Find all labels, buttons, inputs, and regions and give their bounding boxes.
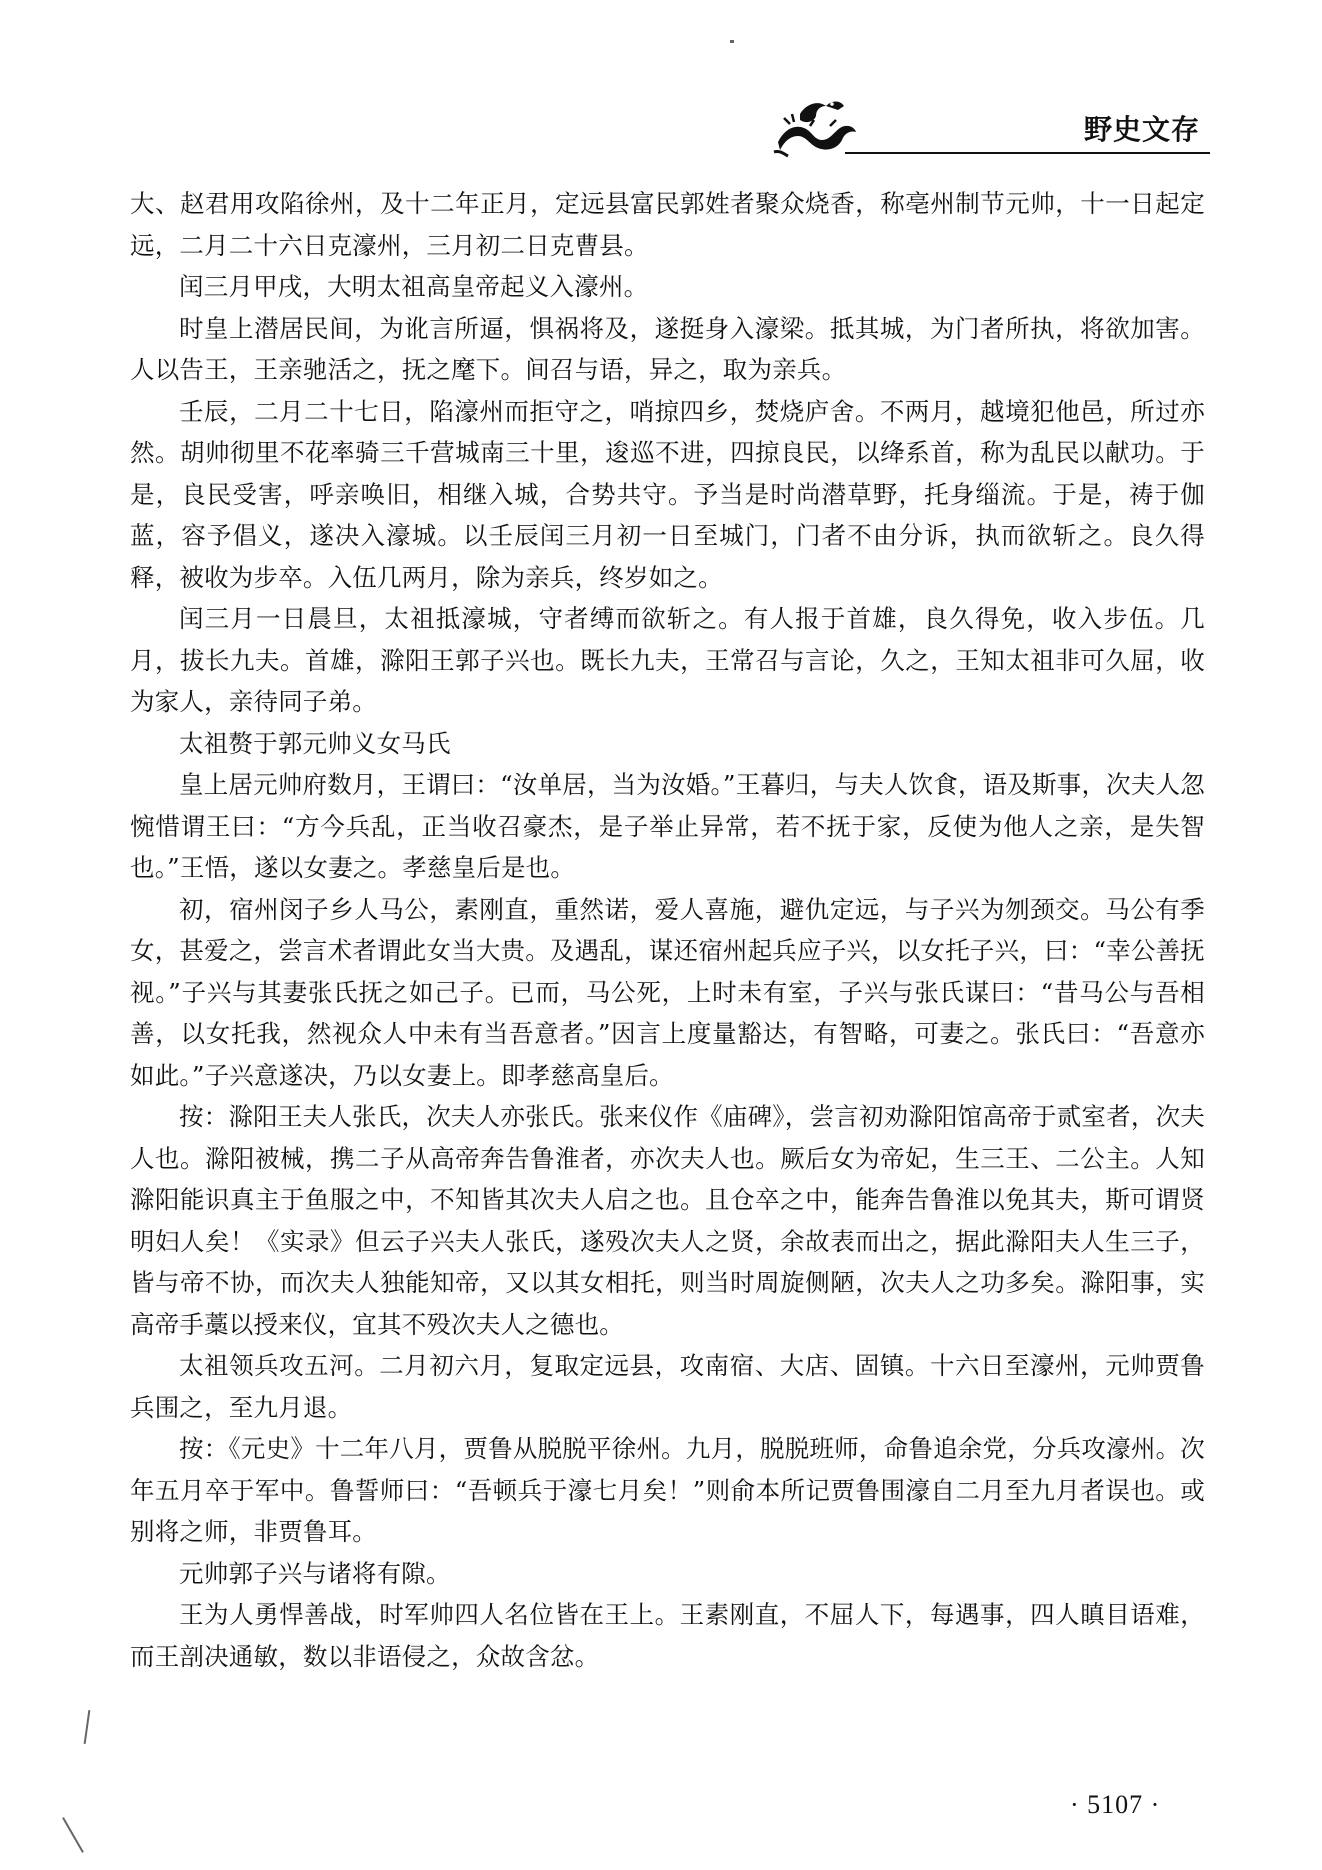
paragraph: 闰三月一日晨旦，太祖抵濠城，守者缚而欲斩之。有人报于首雄，良久得免，收入步伍。几月，拔长九夫。首雄，滁阳王郭子兴也。既长九夫，王常召与言论，久之，王知太祖非可久屈，收为家人，亲待同子弟。 [130, 604, 1205, 716]
section-heading: 太祖赘于郭元帅义女马氏 [179, 728, 451, 758]
paragraph: 初，宿州闵子乡人马公，素刚直，重然诺，爱人喜施，避仇定远，与子兴为刎颈交。马公有季女，甚爱之，尝言术者谓此女当大贵。及遇乱，谋还宿州起兵应子兴，以女托子兴，曰：“幸公善抚视。”子兴与其妻张氏抚之如己子。已而，马公死，上时未有室，子兴与张氏谋曰：“昔马公与吾相善，以女托我，然视众人中未有当吾意者。”因言上度量豁达，有智略，可妻之。张氏曰：“吾意亦如此。”子兴意遂决，乃以女妻上。即孝慈高皇后。 [130, 894, 1205, 1090]
paragraph: 闰三月甲戌，大明太祖高皇帝起义入濠州。 [179, 272, 649, 301]
section-heading: 元帅郭子兴与诸将有隙。 [179, 1558, 451, 1588]
paragraph: 时皇上潜居民间，为讹言所逼，惧祸将及，遂挺身入濠梁。抵其城，为门者所执，将欲加害。人以告王，王亲驰活之，抚之麾下。间召与语，异之，取为亲兵。 [130, 313, 1205, 384]
dragon-emblem-icon [770, 90, 860, 160]
paragraph: 壬辰，二月二十七日，陷濠州而拒守之，哨掠四乡，焚烧庐舍。不两月，越境犯他邑，所过亦然。胡帅彻里不花率骑三千营城南三十里，逡巡不进，四掠良民，以绛系首，称为乱民以献功。于是，良民受害，呼亲唤旧，相继入城，合势共守。予当是时尚潜草野，托身缁流。于是，祷于伽蓝，容予倡义，遂决入濠城。以壬辰闰三月初一日至城门，门者不由分诉，执而欲斩之。良久得释，被收为步卒。入伍几两月，除为亲兵，终岁如之。 [130, 396, 1205, 592]
header-rule [845, 152, 1210, 154]
page-number: · 5107 · [1070, 1790, 1161, 1819]
paragraph: 大、赵君用攻陷徐州，及十二年正月，定远县富民郭姓者聚众烧香，称亳州制节元帅，十一日起定远，二月二十六日克濠州，三月初二日克曹县。 [130, 189, 1205, 260]
running-header [770, 90, 1210, 160]
paragraph: 王为人勇悍善战，时军帅四人名位皆在王上。王素刚直，不屈人下，每遇事，四人瞋目语难，而王剖决通敏，数以非语侵之，众故含忿。 [130, 1600, 1205, 1671]
paragraph: 太祖领兵攻五河。二月初六月，复取定远县，攻南宿、大店、固镇。十六日至濠州，元帅贾鲁兵围之，至九月退。 [130, 1351, 1205, 1422]
scan-margin-mark [62, 1817, 84, 1853]
scan-margin-mark [730, 40, 734, 43]
header-title: 野史文存 [1083, 113, 1200, 146]
scan-margin-mark [84, 1710, 91, 1744]
paragraph: 皇上居元帅府数月，王谓曰：“汝单居，当为汝婚。”王暮归，与夫人饮食，语及斯事，次夫人忽惋惜谓王曰：“方今兵乱，正当收召豪杰，是子举止异常，若不抚于家，反使为他人之亲，是失智也。”王悟，遂以女妻之。孝慈皇后是也。 [130, 770, 1205, 882]
annotation-paragraph: 按：《元史》十二年八月，贾鲁从脱脱平徐州。九月，脱脱班师，命鲁追余党，分兵攻濠州。次年五月卒于军中。鲁誓师曰：“吾顿兵于濠七月矣！”则俞本所记贾鲁围濠自二月至九月者误也。或别将之师，非贾鲁耳。 [130, 1434, 1205, 1546]
page-body [130, 183, 1205, 1677]
annotation-paragraph: 按：滁阳王夫人张氏，次夫人亦张氏。张来仪作《庙碑》，尝言初劝滁阳馆高帝于贰室者，次夫人也。滁阳被械，携二子从高帝奔告鲁淮者，亦次夫人也。厥后女为帝妃，生三王、二公主。人知滁阳能识真主于鱼服之中，不知皆其次夫人启之也。且仓卒之中，能奔告鲁淮以免其夫，斯可谓贤明妇人矣！《实录》但云子兴夫人张氏，遂殁次夫人之贤，余故表而出之，据此滁阳夫人生三子，皆与帝不协，而次夫人独能知帝，又以其女相托，则当时周旋侧陋，次夫人之功多矣。滁阳事，实高帝手藁以授来仪，宜其不殁次夫人之德也。 [130, 1102, 1205, 1339]
